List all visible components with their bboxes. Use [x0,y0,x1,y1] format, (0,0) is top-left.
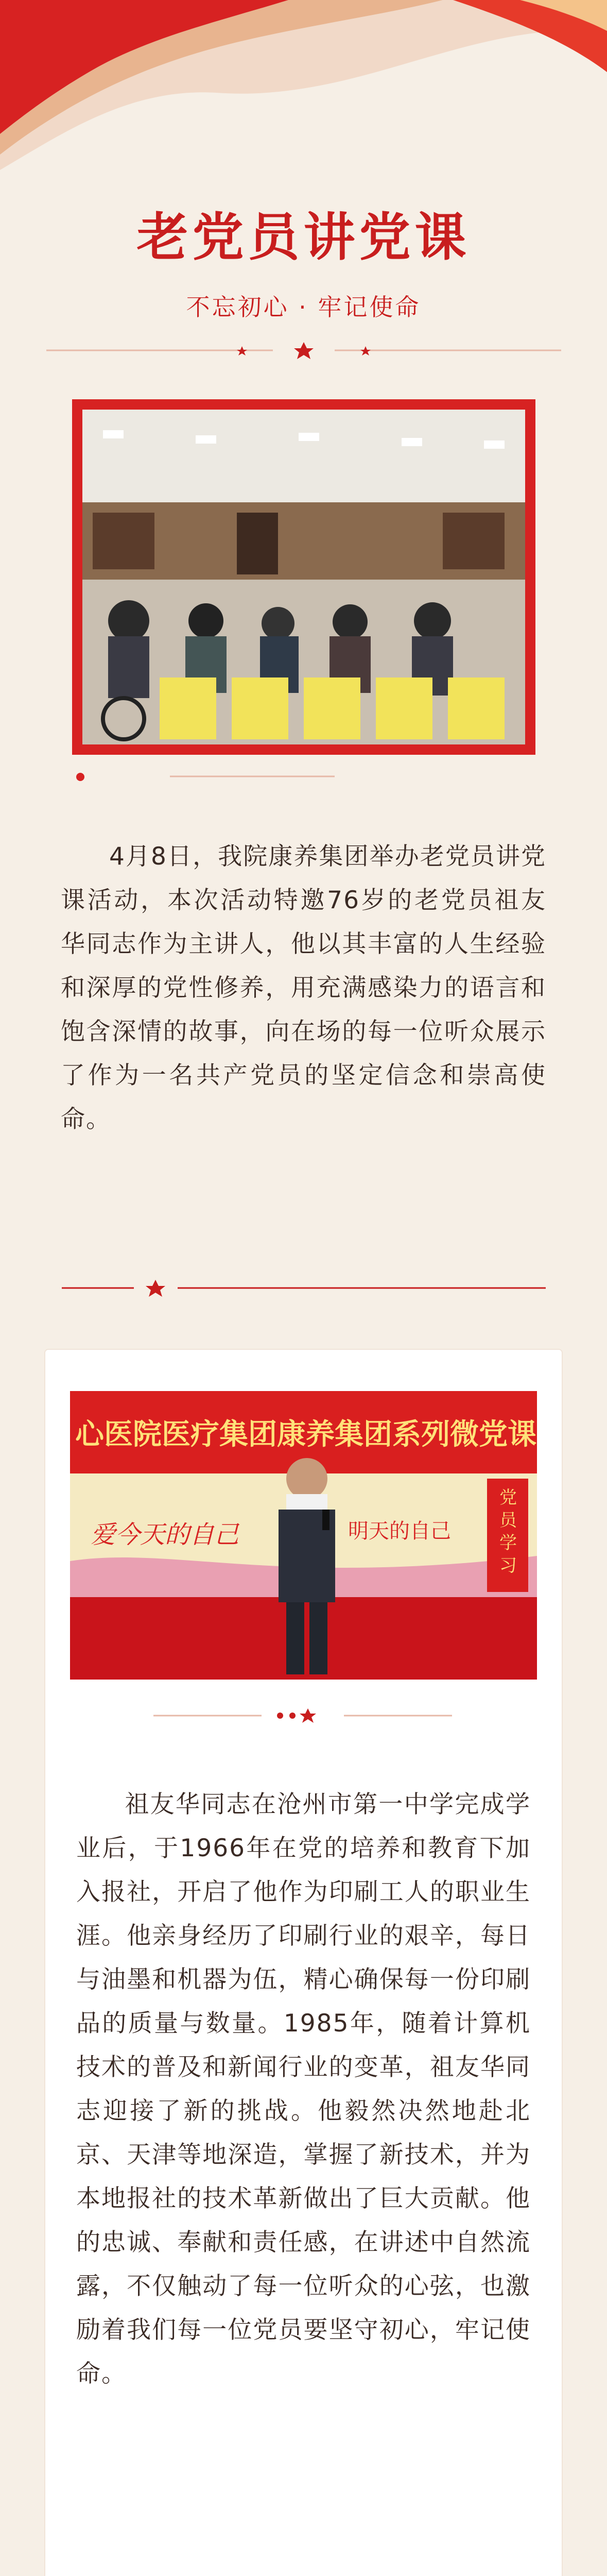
banner-slogan-right: 明天的自己 [348,1519,451,1543]
banner-slogan-left: 爱今天的自己 [91,1520,239,1549]
thin-divider [0,769,607,784]
star-divider-2 [0,1278,607,1298]
star-divider [0,340,607,361]
banner-title-text: 心医院医疗集团康养集团系列微党课 [75,1418,536,1451]
speaker-photo [70,1391,537,1680]
header-wave-decoration [0,0,607,185]
page-subtitle: 不忘初心 · 牢记使命 [186,293,421,321]
banner-side-text: 党员学习 [499,1487,517,1576]
lecture-hall-photo [82,410,525,744]
star-divider-3 [45,1705,562,1726]
intro-paragraph: 4月8日，我院康养集团举办老党员讲党课活动，本次活动特邀76岁的老党员祖友华同志作为主讲人，他以其丰富的人生经验和深厚的党性修养，用充满感染力的语言和饱含深情的故事，向在场的每一位听众展示了作为一名共产党员的坚定信念和崇高使命。 [61,842,546,1133]
page-title: 老党员讲党课 [136,207,471,267]
activity-photo-frame [72,399,535,755]
story-card [45,1350,562,2576]
story-paragraph: 祖友华同志在沧州市第一中学完成学业后，于1966年在党的培养和教育下加入报社，开启了他作为印刷工人的职业生涯。他亲身经历了印刷行业的艰辛，每日与油墨和机器为伍，精心确保每一份印刷品的质量与数量。1985年，随着计算机技术的普及和新闻行业的变革，祖友华同志迎接了新的挑战。他毅然决然地赴北京、天津等地深造，掌握了新技术，并为本地报社的技术革新做出了巨大贡献。他的忠诚、奉献和责任感，在讲述中自然流露，不仅触动了每一位听众的心弦，也激励着我们每一位党员要坚守初心，牢记使命。 [76,1790,531,2388]
